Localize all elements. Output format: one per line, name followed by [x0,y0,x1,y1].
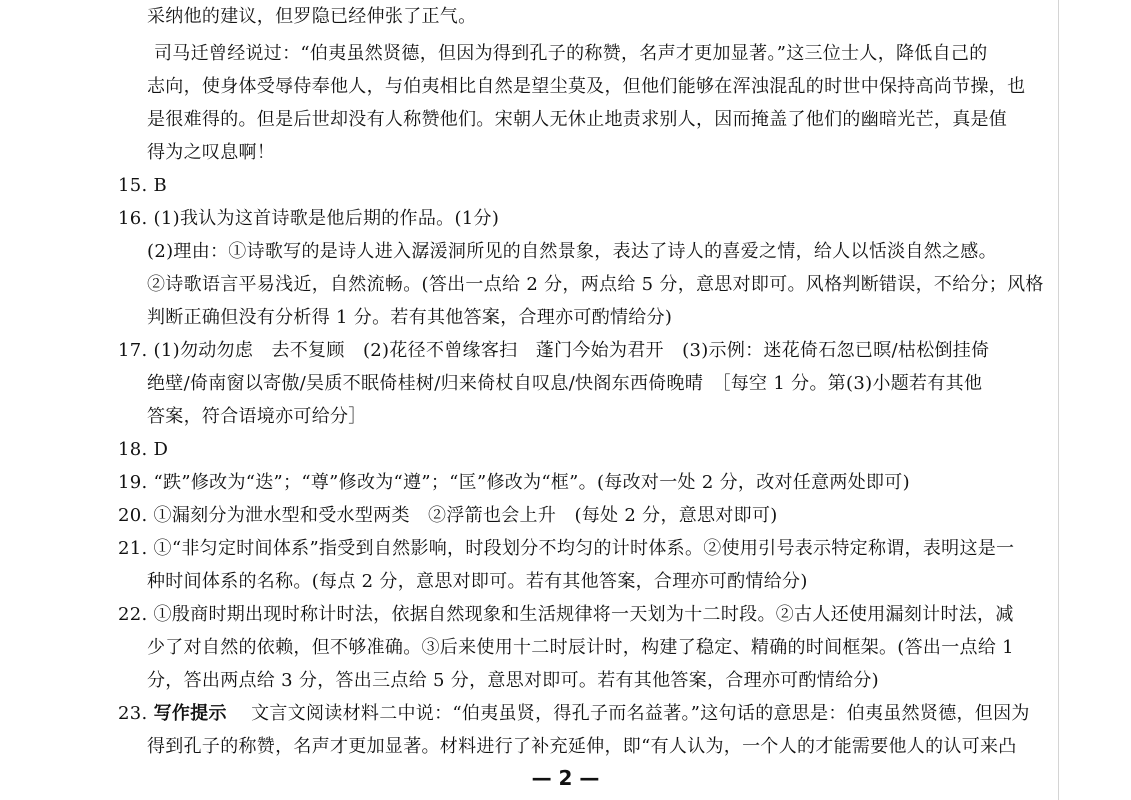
text-line: 种时间体系的名称。(每点 2 分，意思对即可。若有其他答案，合理亦可酌情给分) [147,571,808,592]
answer-22: 22. ①殷商时期出现时称计时法，依据自然现象和生活规律将一天划为十二时段。②古人还使用漏刻计时法，减 [118,604,1014,625]
text-line: 司马迁曾经说过：“伯夷虽然贤德，但因为得到孔子的称赞，名声才更加显著。”这三位士人，降低自己的 [154,43,988,64]
writing-tip-text: 文言文阅读材料二中说：“伯夷虽贤，得孔子而名益著。”这句话的意思是：伯夷虽然贤德，但因为 [232,703,1030,724]
text-line: ②诗歌语言平易浅近，自然流畅。(答出一点给 2 分，两点给 5 分，意思对即可。风格判断错误，不给分；风格 [147,274,1044,295]
text-line: 采纳他的建议，但罗隐已经伸张了正气。 [147,6,477,27]
answer-17: 17. (1)勿动勿虑 去不复顾 (2)花径不曾缘客扫 蓬门今始为君开 (3)示例：迷花倚石忽已暝/枯松倒挂倚 [118,340,990,361]
text-line: (2)理由：①诗歌写的是诗人进入潺湲洞所见的自然景象，表达了诗人的喜爱之情，给人以恬淡自然之感。 [147,241,997,262]
answer-15: 15. B [118,175,168,196]
text-line: 少了对自然的依赖，但不够准确。③后来使用十二时辰计时，构建了稳定、精确的时间框架。(答出一点给 1 [147,637,1014,658]
answer-19: 19. “跌”修改为“迭”；“尊”修改为“遵”；“匡”修改为“框”。(每改对一处 2 分，改对任意两处即可) [118,472,910,493]
answer-23 [118,702,1030,726]
text-line: 判断正确但没有分析得 1 分。若有其他答案，合理亦可酌情给分) [147,307,673,328]
page-number: — 2 — [531,766,600,790]
text-line: 志向，使身体受辱侍奉他人，与伯夷相比自然是望尘莫及，但他们能够在浑浊混乱的时世中保持高尚节操，也 [147,76,1026,97]
text-line: 绝壁/倚南窗以寄傲/吴质不眠倚桂树/归来倚杖自叹息/快阁东西倚晚晴 ［每空 1 分。第(3)小题若有其他 [147,373,983,394]
text-line: 分，答出两点给 3 分，答出三点给 5 分，意思对即可。若有其他答案，合理亦可酌情给分) [147,670,880,691]
text-line: 是很难得的。但是后世却没有人称赞他们。宋朝人无休止地责求别人，因而掩盖了他们的幽暗光芒，真是值 [147,109,1008,130]
answer-21: 21. ①“非匀定时间体系”指受到自然影响，时段划分不均匀的计时体系。②使用引号表示特定称谓，表明这是一 [118,538,1015,559]
page-edge-rule [1058,0,1059,800]
text-line: 得到孔子的称赞，名声才更加显著。材料进行了补充延伸，即“有人认为，一个人的才能需要他人的认可来凸 [147,736,1017,757]
writing-tip-label: 写作提示 [153,703,227,724]
answer-16: 16. (1)我认为这首诗歌是他后期的作品。(1分) [118,208,500,229]
answer-20: 20. ①漏刻分为泄水型和受水型两类 ②浮箭也会上升 (每处 2 分，意思对即可) [118,505,778,526]
text-line: 答案，符合语境亦可给分］ [147,406,367,427]
question-number: 23. [118,703,148,724]
answer-18: 18. D [118,439,169,460]
text-line: 得为之叹息啊！ [147,142,276,163]
